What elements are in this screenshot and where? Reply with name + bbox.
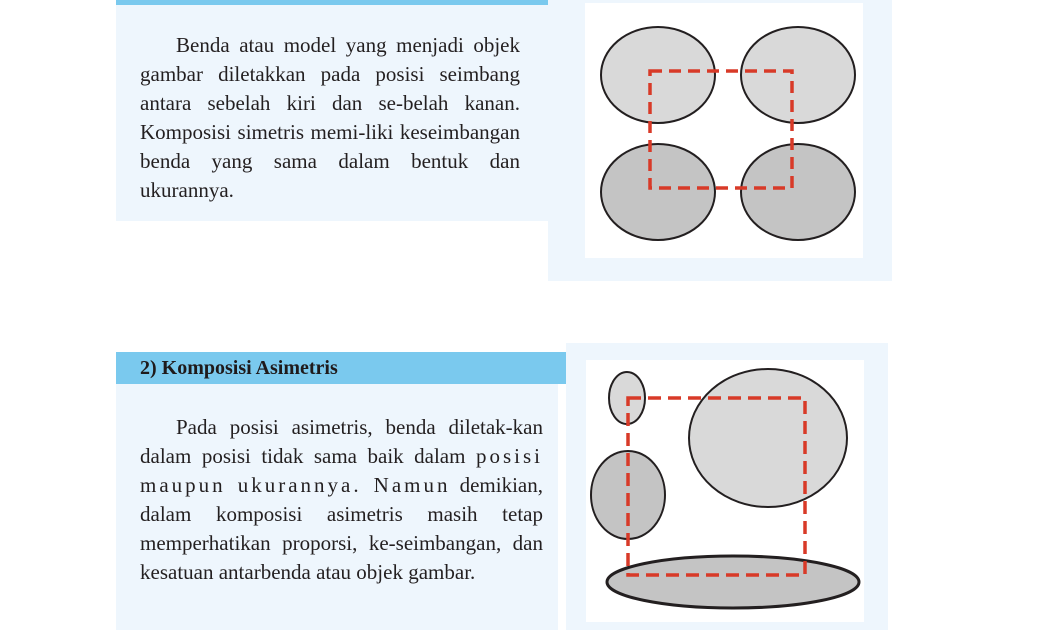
flat-bottom-ellipse (607, 556, 859, 608)
large-right-ellipse (689, 369, 847, 507)
asymmetric-description-part1: Pada posisi asimetris, benda diletak-kan dalam posisi tidak sama baik dalam (140, 415, 543, 468)
asymmetric-description-part3: demikian, dalam komposisi asimetris masih tetap memperhatikan proporsi, ke-seimbangan, dan kesatuan antarbenda atau objek gambar. (140, 473, 543, 584)
asymmetric-description-part2: posisi maupun ukurannya. Namun (140, 444, 543, 497)
asymmetric-heading: 2) Komposisi Asimetris (140, 357, 338, 379)
symmetric-description: Benda atau model yang menjadi objek gambar diletakkan pada posisi seimbang antara sebelah kiri dan se-belah kanan. Komposisi simetris memi-liki keseimbangan benda yang sama dalam bentuk dan ukurannya. (140, 33, 520, 202)
